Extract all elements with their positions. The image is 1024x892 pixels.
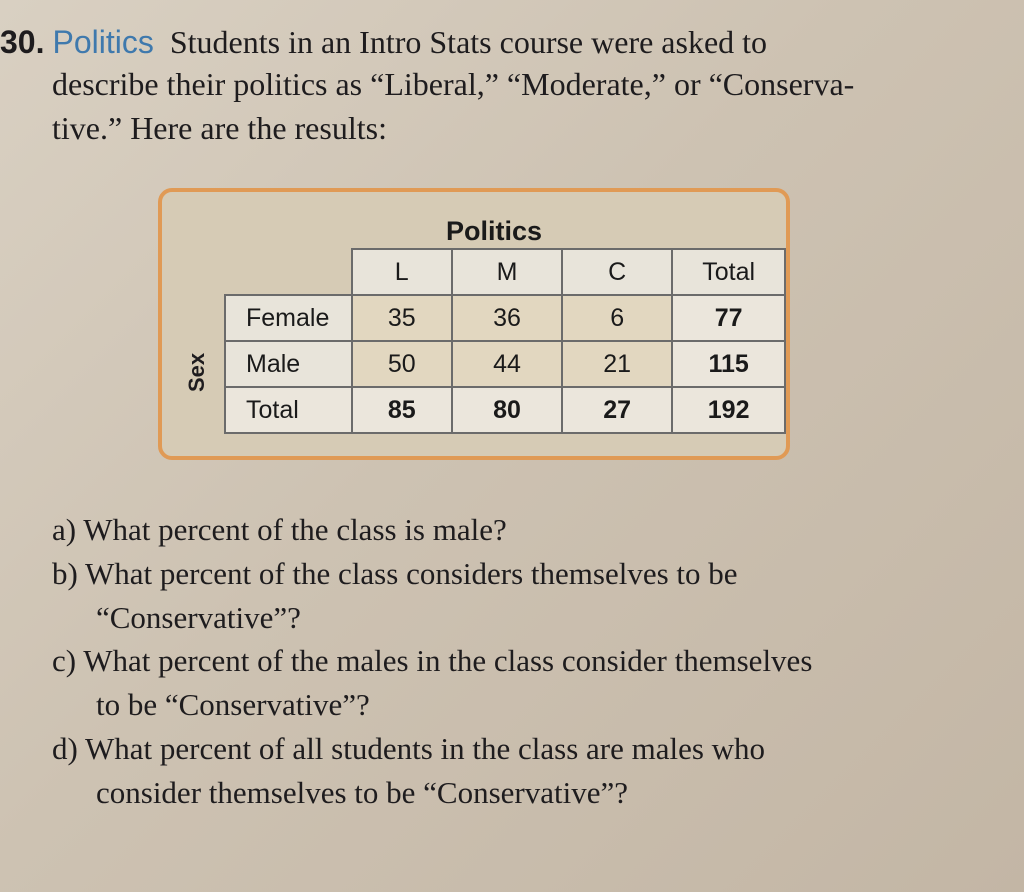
table-cell: 21 [562,341,672,387]
intro-line-3: tive.” Here are the results: [52,110,387,146]
table-row [225,341,785,387]
table-cell: 50 [352,341,452,387]
intro-line-1: Students in an Intro Stats course were asked to [169,24,768,60]
table-title: Politics [445,216,543,246]
table-cell: 192 [672,387,785,433]
column-header: M [452,249,562,295]
question-c-line-2: to be “Conservative”? [96,687,370,722]
table-cell: 77 [672,295,785,341]
question-d-line-1: d) What percent of all students in the class are males who [52,731,766,766]
column-header: L [352,249,452,295]
table-cell: 115 [672,341,785,387]
problem-topic: Politics [52,24,154,60]
row-label: Total [225,387,352,433]
sex-axis-label: Sex [184,352,209,392]
table-row [225,295,785,341]
table-cell: 80 [452,387,562,433]
row-label: Male [225,341,352,387]
table-header-row [225,249,785,295]
question-d-line-2: consider themselves to be “Conservative”? [96,775,628,810]
problem-number: 30. [0,24,45,60]
table-cell: 27 [562,387,672,433]
table-cell: 35 [352,295,452,341]
table-cell: 36 [452,295,562,341]
contingency-table [224,248,786,434]
table-cell: 6 [562,295,672,341]
contingency-table-box [158,188,790,460]
question-a: a) What percent of the class is male? [52,512,507,547]
question-b-line-2: “Conservative”? [96,600,301,635]
column-header: C [562,249,672,295]
table-total-row [225,387,785,433]
table-cell: 85 [352,387,452,433]
question-b-line-1: b) What percent of the class considers themselves to be [52,556,738,591]
column-header: Total [672,249,785,295]
row-label: Female [225,295,352,341]
intro-line-2: describe their politics as “Liberal,” “Moderate,” or “Conserva- [52,66,855,102]
question-c-line-1: c) What percent of the males in the class consider themselves [52,643,813,678]
table-cell: 44 [452,341,562,387]
